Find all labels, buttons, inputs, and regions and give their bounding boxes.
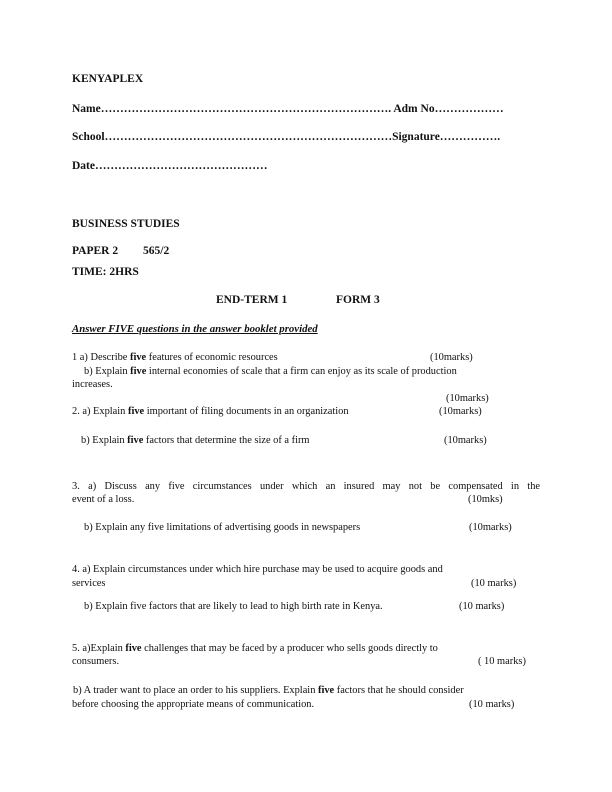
school-signature-field-line: School…………………………………………………………………Signature…………….: [72, 131, 501, 143]
term-label: END-TERM 1: [216, 294, 288, 306]
question-2b: b) Explain five factors that determine the size of a firm: [81, 435, 310, 446]
question-2b-marks: (10marks): [444, 435, 487, 446]
question-3a-marks: (10mks): [468, 494, 503, 505]
question-1b: b) Explain five internal economies of scale that a firm can enjoy as its scale of production: [84, 366, 457, 377]
paper-label: PAPER 2: [72, 245, 119, 257]
instruction-heading: Answer FIVE questions in the answer booklet provided: [72, 323, 318, 335]
question-1a: 1 a) Describe five features of economic resources: [72, 352, 278, 363]
question-1a-marks: (10marks): [430, 352, 473, 363]
question-3b-marks: (10marks): [469, 522, 512, 533]
question-1b-continuation: increases.: [72, 379, 113, 390]
question-2a: 2. a) Explain five important of filing documents in an organization: [72, 406, 349, 417]
question-1b-marks: (10marks): [446, 393, 489, 404]
question-3a-line-1: 3. a) Discuss any five circumstances under which an insured may not be compensated in the: [72, 481, 540, 492]
question-5b-line-2: before choosing the appropriate means of communication.: [72, 699, 315, 710]
question-5a-line-2: consumers.: [72, 656, 120, 667]
question-5b-marks: (10 marks): [469, 699, 515, 710]
brand-title: KENYAPLEX: [72, 73, 144, 85]
form-label: FORM 3: [336, 294, 380, 306]
question-2a-marks: (10marks): [439, 406, 482, 417]
question-4a-line-1: 4. a) Explain circumstances under which hire purchase may be used to acquire goods and: [72, 564, 443, 575]
question-3b: b) Explain any five limitations of advertising goods in newspapers: [84, 522, 361, 533]
subject-title: BUSINESS STUDIES: [72, 218, 180, 230]
question-4a-marks: (10 marks): [471, 578, 517, 589]
question-4b: b) Explain five factors that are likely to lead to high birth rate in Kenya.: [84, 601, 383, 612]
name-field-line: Name…………………………………………………………………. Adm No………………: [72, 103, 504, 115]
question-5a-marks: ( 10 marks): [478, 656, 526, 667]
question-4b-marks: (10 marks): [459, 601, 505, 612]
date-field-line: Date………………………………………: [72, 160, 268, 172]
paper-code: 565/2: [143, 245, 170, 257]
question-4a-line-2: services: [72, 578, 106, 589]
time-label: TIME: 2HRS: [72, 266, 139, 278]
question-5b-line-1: b) A trader want to place an order to his suppliers. Explain five factors that he should consider: [73, 685, 464, 696]
question-3a-line-2: event of a loss.: [72, 494, 135, 505]
question-5a-line-1: 5. a)Explain five challenges that may be faced by a producer who sells goods directly to: [72, 643, 438, 654]
